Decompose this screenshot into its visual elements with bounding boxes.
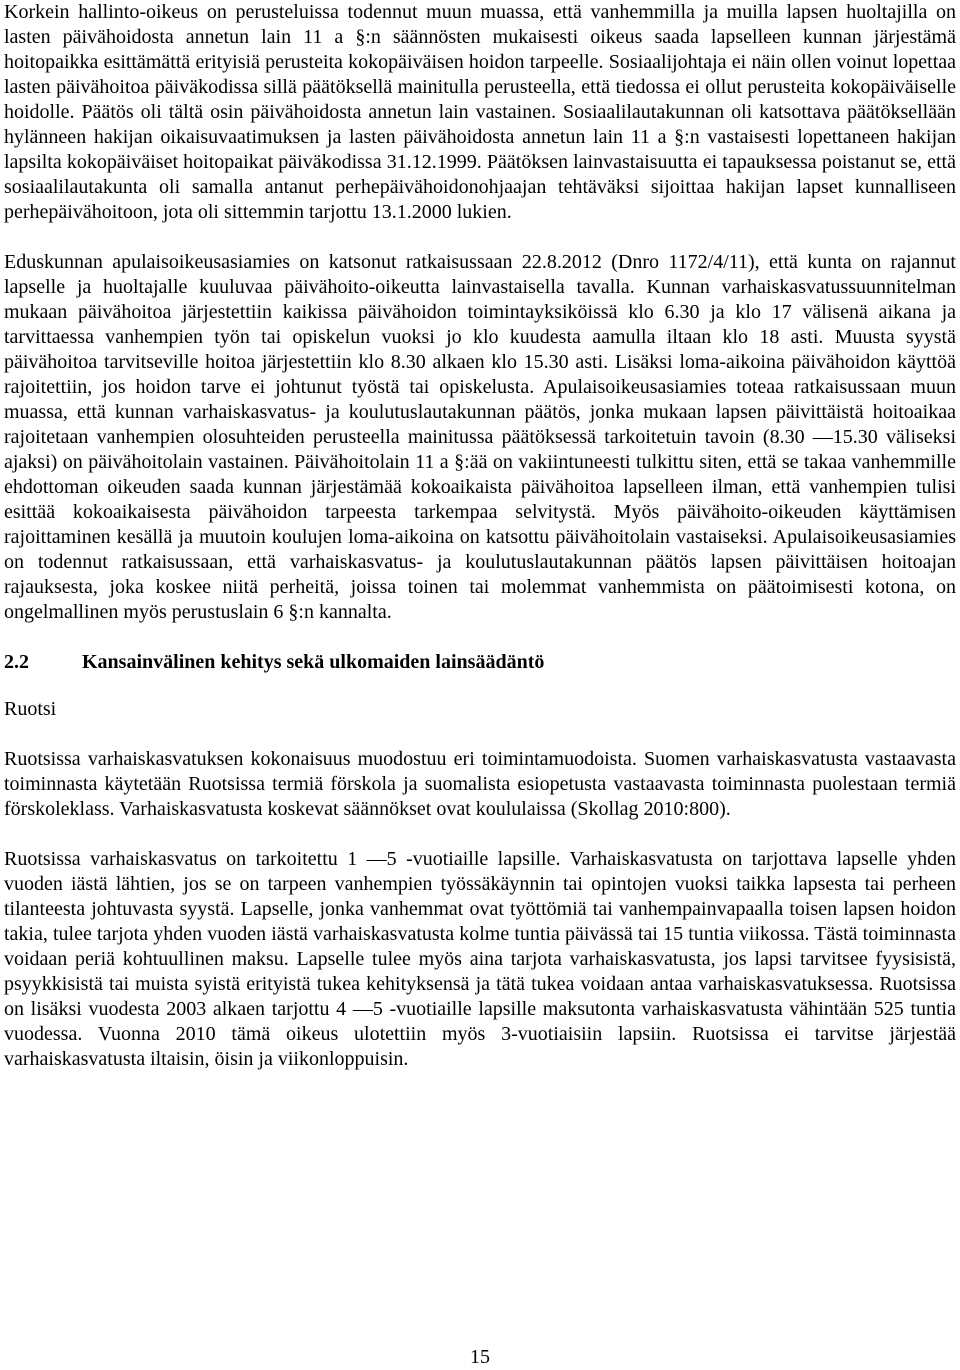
paragraph-sweden-overview: Ruotsissa varhaiskasvatuksen kokonaisuus muodostuu eri toimintamuodoista. Suomen varhaiskasvatusta vastaavasta toiminnasta käytetään Ruotsissa termiä förskola ja suomalista esiopetusta vastaavasta toiminnasta puolestaan termiä förskoleklass. Varhaiskasvatusta koskevat säännökset ovat koululaissa (Skollag 2010:800). <box>4 748 956 820</box>
section-title: Kansainvälinen kehitys sekä ulkomaiden lainsäädäntö <box>82 651 545 673</box>
paragraph-spacer <box>4 722 956 747</box>
paragraph-spacer <box>4 822 956 847</box>
paragraph-spacer <box>4 675 956 697</box>
document-page <box>4 0 956 1072</box>
paragraph-court-ruling: Korkein hallinto-oikeus on perusteluissa todennut muun muassa, että vanhemmilla ja muilla lapsen huoltajilla on lasten päivähoidosta annetun lain 11 a §:n säännösten mukaisesti oikeus saada lapselleen kunnan järjestämä hoitopaikka esittämättä erityisiä perusteita kokopäiväisen hoidon tarpeelle. Sosiaalijohtaja ei näin ollen voinut lopettaa lasten päivähoitoa päiväkodissa sillä päätöksellä mainitulla perusteella, että tiedossa ei ollut perusteita kokopäiväiselle hoidolle. Päätös oli tältä osin päivähoidosta annetun lain vastainen. Sosiaalilautakunnan oli katsottava päätöksellään hylänneen hakijan oikaisuvaatimuksen ja lasten päivähoidosta annetun lain 11 a §:n vastaisesti lopettaneen hakijan lapsilta kokopäiväiset hoitopaikat päiväkodissa 31.12.1999. Päätöksen lainvastaisuutta ei tapauksessa poistanut se, että sosiaalilautakunta oli samalla antanut perhepäivähoidonohjaajan tehtäväksi sijoittaa hakijan lapset kunnalliseen perhepäivähoitoon, jota oli sittemmin tarjottu 13.1.2000 lukien. <box>4 1 956 223</box>
paragraph-spacer <box>4 225 956 250</box>
paragraph-spacer <box>4 625 956 650</box>
section-number: 2.2 <box>4 651 29 673</box>
section-heading <box>4 650 956 675</box>
page-number: 15 <box>470 1346 490 1368</box>
paragraph-sweden-details: Ruotsissa varhaiskasvatus on tarkoitettu 1 —5 -vuotiaille lapsille. Varhaiskasvatusta on tarjottava lapselle yhden vuoden iästä lähtien, jos se on tarpeen vanhempien työssäkäynnin tai opintojen vuoksi taikka lapsesta tai perheen tilanteesta johtuvasta syystä. Lapselle, jonka vanhemmat ovat työttömiä tai vanhempainvapaalla toisen lapsen hoidon takia, tulee tarjota yhden vuoden iästä varhaiskasvatusta kolme tuntia päivässä tai 15 tuntia viikossa. Tästä toiminnasta voidaan periä kohtuullinen maksu. Lapselle tulee myös aina tarjota varhaiskasvatusta, jos lapsi tarvitsee fyysisistä, psyykkisistä tai muista syistä erityistä tukea kehityksensä ja tätä tukea voidaan antaa varhaiskasvatuksessa. Ruotsissa on lisäksi vuodesta 2003 alkaen tarjottu 4 —5 -vuotiaille lapsille maksutonta varhaiskasvatusta vähintään 525 tuntia vuodessa. Vuonna 2010 tämä oikeus ulotettiin myös 3-vuotiaisiin lapsiin. Ruotsissa ei tarvitse järjestää varhaiskasvatusta iltaisin, öisin ja viikonloppuisin. <box>4 848 956 1070</box>
paragraph-ombudsman-decision: Eduskunnan apulaisoikeusasiamies on katsonut ratkaisussaan 22.8.2012 (Dnro 1172/4/11), että kunta on rajannut lapselle ja huoltajalle kuuluvaa päivähoito-oikeutta lainvastaisella tavalla. Kunnan varhaiskasvatussuunnitelman mukaan päivähoitoa järjestettiin kaikissa päivähoidon toimintayksiköissä klo 6.30 ja klo 17 välisenä aikana ja tarvittaessa vanhempien työn tai opiskelun vuoksi jo klo kuudesta aamulla iltaan klo 18 asti. Muusta syystä päivähoitoa tarvitseville hoitoa järjestettiin klo 8.30 alkaen klo 15.30 asti. Lisäksi loma-aikoina päivähoidon käyttöä rajoitettiin, jos hoidon tarve ei johtunut työstä tai opiskelusta. Apulaisoikeusasiamies toteaa ratkaisussaan muun muassa, että kunnan varhaiskasvatus- ja koulutuslautakunnan päätös, jonka mukaan lapsen päivittäistä hoitoaikaa rajoitetaan vanhempien olosuhteiden perusteella mainitussa päätöksessä tarkoitetuin tavoin (8.30 —15.30 väliseksi ajaksi) on päivähoitolain vastainen. Päivähoitolain 11 a §:ää on vakiintuneesti tulkittu siten, että se takaa vanhemmille ehdottoman oikeuden saada kunnan järjestämää kokoaikaista päivähoitoa lapselleen ilman, että vanhempien tulisi esittää kokoaikaisesta päivähoidon tarpeesta tarkempaa selvitystä. Myös päivähoito-oikeuden käyttämisen rajoittaminen kesällä ja muutoin koulujen loma-aikoina on katsottu päivähoitolain vastaiseksi. Apulaisoikeusasiamies on todennut ratkaisussaan, että varhaiskasvatus- ja koulutuslautakunnan päätös lapsen päivittäisen hoitoajan rajauksesta, joka koskee niitä perheitä, joissa toinen tai molemmat vanhemmista on päätoimisesti kotona, on ongelmallinen myös perustuslain 6 §:n kannalta. <box>4 251 956 623</box>
subheading-sweden: Ruotsi <box>4 698 57 720</box>
